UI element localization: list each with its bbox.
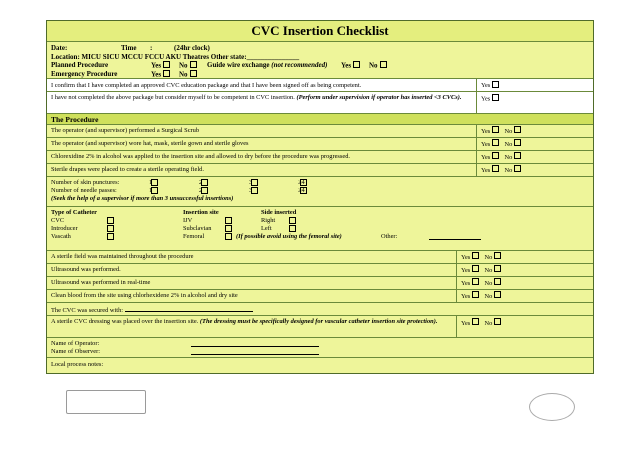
checkbox[interactable]	[492, 126, 499, 133]
procedure-item-text: The operator (and supervisor) performed a Surgical Scrub	[47, 125, 477, 137]
college-seal	[529, 393, 575, 421]
checkbox[interactable]	[514, 165, 521, 172]
catheter-headings	[51, 209, 589, 217]
checkbox[interactable]	[380, 61, 387, 68]
no-option[interactable]: No	[505, 141, 524, 148]
post-item-text: Ultrasound was performed.	[47, 264, 457, 276]
checkbox[interactable]	[514, 126, 521, 133]
checkbox[interactable]	[494, 318, 501, 325]
precheck-row	[47, 91, 593, 113]
checkbox[interactable]	[492, 165, 499, 172]
checkbox[interactable]	[514, 152, 521, 159]
local-notes-row	[47, 357, 593, 373]
checkbox[interactable]	[151, 179, 158, 186]
secured-field[interactable]	[125, 305, 253, 312]
operator-field[interactable]	[191, 340, 319, 347]
secured-label: The CVC was secured with:	[51, 307, 124, 314]
procedure-item-yes-no	[477, 151, 593, 163]
checkbox[interactable]	[472, 278, 479, 285]
checkbox[interactable]	[472, 318, 479, 325]
observer-field[interactable]	[191, 348, 319, 355]
location-line: Location: MICU SICU MCCU FCCU AKU Theatres Other state:_______________	[51, 52, 300, 61]
no-option[interactable]: No	[505, 128, 524, 135]
type-vascath: Vascath	[51, 233, 71, 240]
no-option[interactable]: No	[483, 320, 503, 327]
supervisor-note: (Seek the help of a supervisor if more than 3 unsuccessful insertions)	[51, 195, 234, 202]
procedure-item-yes-no	[477, 164, 593, 176]
checkbox[interactable]	[190, 70, 197, 77]
checkbox[interactable]	[289, 217, 296, 224]
checkbox[interactable]	[289, 225, 296, 232]
procedure-item-text: The operator (and supervisor) wore hat, mask, sterile gown and sterile gloves	[47, 138, 477, 150]
checkbox[interactable]	[300, 179, 307, 186]
post-item-text: A sterile field was maintained throughout the procedure	[47, 251, 457, 263]
checkbox[interactable]	[494, 278, 501, 285]
procedure-item-row	[47, 150, 593, 163]
emergency-yes[interactable]: Yes	[151, 70, 172, 79]
guidewire-note: (not recommended)	[271, 61, 328, 69]
procedure-item-yes-no	[477, 125, 593, 137]
checkbox[interactable]	[225, 217, 232, 224]
planned-line	[51, 61, 589, 70]
procedure-item-row	[47, 124, 593, 137]
planned-yes[interactable]: Yes	[151, 61, 172, 70]
post-item-yes-no	[457, 290, 593, 302]
no-option[interactable]: No	[485, 267, 504, 274]
catheter-line-2	[51, 225, 589, 233]
punctures-block	[47, 176, 593, 206]
time-label: Time	[121, 44, 137, 52]
precheck-yes[interactable]: Yes	[477, 92, 593, 113]
type-introducer: Introducer	[51, 225, 78, 232]
site-subclavian: Subclavian	[183, 225, 212, 232]
side-right: Right	[261, 217, 276, 224]
post-item-row	[47, 250, 593, 263]
needle-passes-label: Number of needle passes:	[51, 187, 117, 194]
checkbox[interactable]	[225, 233, 232, 240]
checkbox[interactable]	[107, 217, 114, 224]
yes-option[interactable]: Yes	[461, 293, 481, 300]
checkbox[interactable]	[472, 291, 479, 298]
checkbox[interactable]	[300, 187, 307, 194]
catheter-block	[47, 206, 593, 250]
checkbox[interactable]	[201, 187, 208, 194]
time-separator: :	[150, 44, 153, 52]
checkbox[interactable]	[472, 265, 479, 272]
post-item-row	[47, 276, 593, 289]
checkbox[interactable]	[514, 139, 521, 146]
side-left: Left	[261, 225, 272, 232]
checkbox[interactable]	[190, 61, 197, 68]
post-item-yes-no	[457, 264, 593, 276]
skin-punctures-label: Number of skin punctures:	[51, 179, 120, 186]
checkbox[interactable]	[251, 187, 258, 194]
no-option[interactable]: No	[505, 154, 524, 161]
side-heading: Side inserted	[261, 209, 297, 216]
post-item-row	[47, 263, 593, 276]
procedure-item-yes-no	[477, 138, 593, 150]
needle-passes-line: Number of needle passes: 1 2 3 ≥4	[51, 187, 589, 195]
other-label: Other:	[381, 233, 398, 240]
skin-punctures-line: Number of skin punctures: 1 2 3 ≥4	[51, 179, 589, 187]
emergency-no[interactable]: No	[179, 70, 199, 79]
date-label: Date:	[51, 44, 68, 52]
site-heading: Insertion site	[183, 209, 219, 216]
catheter-line-3	[51, 233, 589, 241]
header-block	[47, 41, 593, 78]
checkbox[interactable]	[492, 152, 499, 159]
secured-row	[47, 302, 593, 315]
names-block	[47, 337, 593, 357]
emergency-line	[51, 70, 589, 79]
yes-option[interactable]: Yes	[461, 280, 481, 287]
form-title: CVC Insertion Checklist	[47, 21, 593, 41]
checkbox[interactable]	[494, 291, 501, 298]
checkbox[interactable]	[492, 139, 499, 146]
dressing-text: A sterile CVC dressing was placed over the insertion site. (The dressing must be specifically designed for vascular catheter insertion site protection).	[47, 316, 457, 337]
precheck-yes[interactable]: Yes	[477, 79, 593, 91]
post-item-yes-no	[457, 251, 593, 263]
supervision-note: (Perform under supervision if operator has inserted <3 CVCs).	[296, 94, 462, 101]
catheter-line-1	[51, 217, 589, 225]
guidewire-yes[interactable]: Yes	[341, 61, 362, 70]
checkbox[interactable]	[472, 252, 479, 259]
procedure-heading: The Procedure	[47, 113, 593, 124]
checkbox[interactable]	[163, 70, 170, 77]
checkbox[interactable]	[225, 225, 232, 232]
local-notes-label: Local process notes:	[51, 361, 104, 368]
no-option[interactable]: No	[485, 280, 504, 287]
observer-line	[51, 348, 589, 356]
post-item-yes-no	[457, 277, 593, 289]
no-option[interactable]: No	[485, 293, 504, 300]
type-cvc: CVC	[51, 217, 65, 224]
yes-option[interactable]: Yes	[461, 267, 481, 274]
procedure-item-text: Sterile drapes were placed to create a sterile operating field.	[47, 164, 477, 176]
checklist-form	[46, 20, 594, 374]
date-time-line	[51, 44, 589, 53]
yes-option[interactable]: Yes	[481, 141, 501, 148]
checkbox[interactable]	[107, 225, 114, 232]
dressing-note: (The dressing must be specifically designed for vascular catheter insertion site protection).	[199, 318, 438, 325]
checkbox[interactable]	[163, 61, 170, 68]
clock-note: (24hr clock)	[174, 44, 210, 52]
dressing-yes-no	[457, 316, 593, 337]
checkbox[interactable]	[201, 179, 208, 186]
no-option[interactable]: No	[505, 167, 524, 174]
checkbox[interactable]	[151, 187, 158, 194]
checkbox[interactable]	[494, 252, 501, 259]
procedure-item-row	[47, 137, 593, 150]
precheck-row	[47, 78, 593, 91]
yes-option[interactable]: Yes	[461, 320, 481, 327]
site-femoral: Femoral	[183, 233, 205, 240]
guidewire-no[interactable]: No	[369, 61, 389, 70]
femoral-note: (If possible avoid using the femoral site)	[236, 233, 342, 240]
checkbox[interactable]	[494, 265, 501, 272]
precheck-text: I have not completed the above package but consider myself to be competent in CVC insertion. (Perform under supervision if operator has inserted <3 CVCs).	[47, 92, 477, 113]
yes-option[interactable]: Yes	[461, 254, 481, 261]
checkbox[interactable]	[251, 179, 258, 186]
precheck-text: I confirm that I have completed an approved CVC education package and that I have been signed off as being competent.	[47, 79, 477, 91]
type-heading: Type of Catheter	[51, 209, 98, 216]
operator-line	[51, 340, 589, 348]
checkbox[interactable]	[492, 81, 499, 88]
yes-option[interactable]: Yes	[481, 167, 501, 174]
hospital-logo	[66, 390, 146, 414]
no-option[interactable]: No	[485, 254, 504, 261]
post-item-row	[47, 289, 593, 302]
post-item-text: Clean blood from the site using chlorhexidene 2% in alcohol and dry site	[47, 290, 457, 302]
operator-label: Name of Operator:	[51, 340, 100, 347]
dressing-row	[47, 315, 593, 337]
checkbox[interactable]	[353, 61, 360, 68]
yes-option[interactable]: Yes	[481, 128, 501, 135]
post-item-text: Ultrasound was performed in real-time	[47, 277, 457, 289]
procedure-item-row	[47, 163, 593, 176]
planned-label: Planned Procedure	[51, 61, 109, 69]
checkbox[interactable]	[492, 94, 499, 101]
guidewire-label: Guide wire exchange (not recommended)	[207, 61, 328, 69]
site-ijv: IJV	[183, 217, 193, 224]
procedure-item-text: Chlorexidine 2% in alcohol was applied to the insertion site and allowed to dry before the procedure was progressed.	[47, 151, 477, 163]
yes-option[interactable]: Yes	[481, 154, 501, 161]
observer-label: Name of Observer:	[51, 348, 100, 355]
emergency-label: Emergency Procedure	[51, 69, 118, 78]
planned-no[interactable]: No	[179, 61, 199, 70]
checkbox[interactable]	[107, 233, 114, 240]
